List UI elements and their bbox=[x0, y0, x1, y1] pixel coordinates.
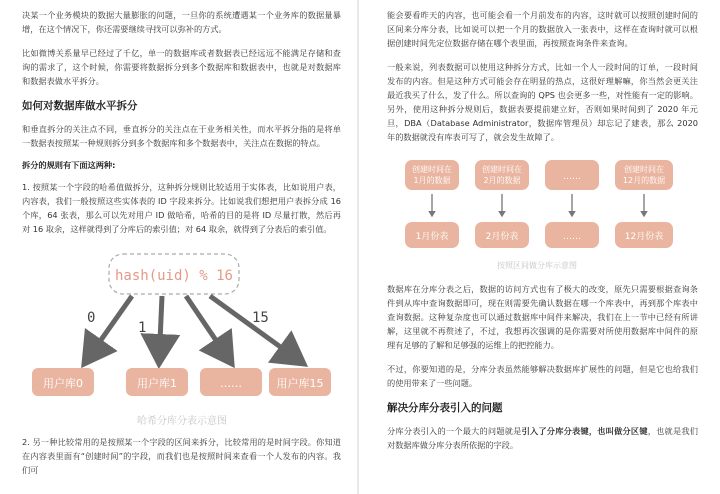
db-box-1-label: 用户库1 bbox=[137, 377, 177, 390]
arrow-to-db0 bbox=[84, 296, 132, 364]
range-diagram-caption: 按照区间做分库示意图 bbox=[497, 261, 577, 270]
arrow-to-db1 bbox=[159, 296, 162, 364]
range-sharding-diagram bbox=[387, 154, 687, 274]
edge-label-15: 15 bbox=[252, 310, 269, 326]
range-box-jan-label: 创建时间在 1月的数据 bbox=[412, 165, 452, 185]
db-box-ellipsis-label: …… bbox=[220, 377, 242, 390]
paragraph: 比如微博关系量早已经过了千亿，单一的数据库或者数据表已经远远不能满足存储和查询的需求了，这个时候，你需要将数据拆分到多个数据库和数据表中，也就是对数据库和数据表做水平拆分。 bbox=[22, 48, 341, 86]
text-run: 分库分表引入的一个最大的问题就是 bbox=[387, 426, 522, 436]
table-box-dec-label: 12月份表 bbox=[624, 232, 664, 242]
db-box-0-label: 用户库0 bbox=[43, 377, 83, 390]
section-heading-horizontal-split: 如何对数据库做水平拆分 bbox=[22, 100, 138, 112]
range-box-dec-label: 创建时间在 12月的数据 bbox=[622, 165, 666, 185]
hash-diagram-caption: 哈希分库分表示意图 bbox=[137, 416, 227, 427]
text-run: ，也就是我们对数据库做分库分表所依据的字段。 bbox=[387, 426, 698, 450]
rules-title: 拆分的规则有下面这两种: bbox=[22, 160, 116, 170]
table-box-ellipsis-label: …… bbox=[563, 232, 581, 242]
paragraph: 数据库在分库分表之后，数据的访问方式也有了极大的改变，原先只需要根据查询条件到从库中查询数据即可，现在则需要先确认数据在哪一个库表中，再到那个库表中查询数据。这种复杂度也可以通过数据库中间件来解决，我们在上一节中已经有所讲解，这里就不再赘述了，不过，我想再次强调的是你需要对所使用数据库中间件的原理有足够的了解和足够强的运维上的把控能力。 bbox=[387, 284, 698, 350]
edge-label-1: 1 bbox=[138, 320, 147, 336]
rule-1-text: 1. 按照某一个字段的哈希值做拆分，这种拆分规则比较适用于实体表，比如说用户表，内容表，我们一般按照这些实体表的 ID 字段来拆分。比如说我们想把用户表拆分成 16 个库，64 张表，那么可以先对用户 ID 做哈希，哈希的目的是将 ID 尽量打散，然后再对 16 取余，这样就得到了分库后的索引值；对 64 取余，就得到了分表后的索引值。 bbox=[22, 182, 341, 234]
edge-label-0: 0 bbox=[87, 310, 96, 326]
hash-sharding-diagram bbox=[14, 246, 334, 431]
left-page bbox=[0, 0, 355, 494]
emphasis-partition-key: 引入了分库分表键，也叫做分区键 bbox=[521, 426, 648, 436]
paragraph: 能会要看昨天的内容，也可能会看一个月前发布的内容，这时就可以按照创建时间的区间来分库分表，比如说可以把一个月的数据放入一张表中，这样在查询时就可以根据创建时间先定位数据存储在哪个表里面，再按照查询条件来查询。 bbox=[387, 10, 698, 48]
table-box-jan-label: 1月份表 bbox=[415, 232, 449, 242]
paragraph-partition-key bbox=[387, 424, 698, 452]
paragraph: 一般来说，列表数据可以使用这种拆分方式，比如一个人一段时间的订单，一段时间发布的内容。但是这种方式可能会存在明显的热点，这很好理解嘛，你当然会更关注最近我买了什么，发了什么。所以查询的 QPS 也会更多一些，对性能有一定的影响。另外，使用这种拆分规则后，数据表要提前建立好，否则如果时间到了 2020 年元旦，DBA（Database Administrator，数据库管理员）却忘记了建表，那么 2020 年的数据就没有库表可写了，就会发生故障了。 bbox=[387, 62, 698, 142]
page-divider bbox=[357, 0, 359, 494]
paragraph: 决某一个业务模块的数据大量膨胀的问题，一旦你的系统遭遇某一个业务库的数据量暴增，在这个情况下，你还需要继续寻找可以弥补的方式。 bbox=[22, 10, 341, 34]
right-page bbox=[361, 0, 716, 494]
hash-function-label: hash(uid) % 16 bbox=[114, 268, 234, 284]
section-heading-problems: 解决分库分表引入的问题 bbox=[387, 402, 503, 414]
range-box-ellipsis-label: …… bbox=[563, 172, 581, 182]
rule-2-text: 2. 另一种比较常用的是按照某一个字段的区间来拆分，比较常用的是时间字段。你知道在内容表里面有“创建时间”的字段，而我们也是按照时间来查看一个人发布的内容。我们可 bbox=[22, 437, 341, 475]
range-box-feb-label: 创建时间在 2月的数据 bbox=[482, 165, 522, 185]
paragraph: 和垂直拆分的关注点不同，垂直拆分的关注点在于业务相关性，而水平拆分指的是将单一数据表按照某一种规则拆分到多个数据库和多个数据表中，关注点在数据的特点。 bbox=[22, 124, 341, 148]
table-box-feb-label: 2月份表 bbox=[485, 232, 519, 242]
db-box-15-label: 用户库15 bbox=[276, 377, 324, 390]
paragraph: 不过，你要知道的是，分库分表虽然能够解决数据库扩展性的问题，但是它也给我们的使用带来了一些问题。 bbox=[387, 364, 698, 388]
